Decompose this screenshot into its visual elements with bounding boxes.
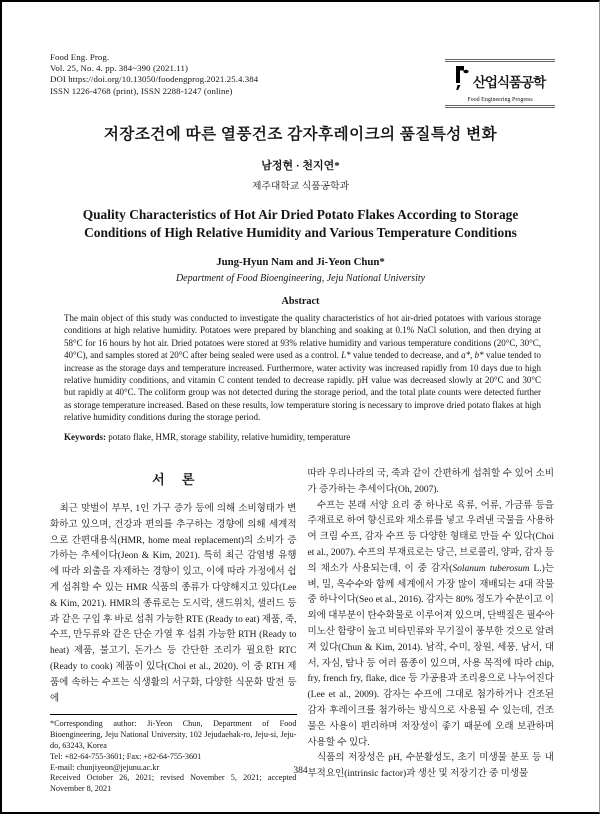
paper-title-english-line-1: Quality Characteristics of Hot Air Dried Potato Flakes According to Storage [82,207,519,222]
intro-right-paragraph-2: 수프는 본래 서양 요리 중 하나로 육류, 어류, 가금류 등을 주재료로 하여 향신료와 채소류를 넣고 우려낸 국물을 사용하여 크림 수프, 감자 수프 등 다양한 형태로 만들 수 있다(Choi et al., 2007). 수프의 부재료로는 당근, 브로콜리, 양파, 감자 등의 채소가 사용되는데, 이 중 감자(Solanum tuberosum L.)는 벼, 밀, 옥수수와 함께 세계에서 가장 많이 재배되는 4대 작물 중 하나이다(Seo et al., 2016). 감자는 80% 정도가 수분이고 이 외에 대부분이 탄수화물로 이루어져 있으며, 단백질은 필수아미노산 함량이 높고 비타민류와 무기질이 풍부한 것으로 알려져 있다(Chun & Kim, 2014). 남작, 수미, 장원, 세풍, 남서, 대서, 자심, 탐나 등 여러 품종이 있으며, 사용 목적에 따라 chip, fry, french fry, flake, dice 등 가공용과 조리용으로 나누어진다(Lee et al., 2009). 감자는 수프에 그대로 첨가하거나 건조된 감자 후레이크를 첨가하는 방식으로 사용될 수 있는데, 건조물은 사용이 편리하며 저장성이 좋기 때문에 오래 보관하며 사용할 수 있다. [307,500,554,748]
journal-issn-line: ISSN 1226-4768 (print), ISSN 2288-1247 (online) [50,85,233,96]
intro-right-paragraph-3: 식품의 저장성은 pH, 수분활성도, 초기 미생물 분포 등 내부적요인(intrinsic factor)과 생산 및 저장기간 중 미생물 [307,753,554,780]
footnote-corresponding-author: *Corresponding author: Ji-Yeon Chun, Department of Food Bioengineering, Jeju National University, 102 Jejudaehak-ro, Jeju-si, Jeju-do, 63243, Korea [50,719,297,751]
journal-logo [445,59,555,108]
keywords-line [64,431,541,443]
intro-left-paragraph: 최근 맞벌이 부부, 1인 가구 증가 등에 의해 소비형태가 변화하고 있으며, 건강과 편의를 추구하는 경향에 의해 세계적으로 간편대용식(HMR, home meal replacement)의 소비가 증가하는 추세이다(Jeon & Kim, 2021). 특히 최근 감염병 유행에 따라 외출을 자제하는 경향이 있고, 이에 따라 가정에서 쉽게 섭취할 수 있는 HMR 식품의 종류가 다양해지고 있다(Lee & Kim, 2021). HMR의 종류로는 도시락, 샌드위치, 샐러드 등과 같은 구입 후 바로 섭취 가능한 RTE (Ready to eat) 제품, 죽, 수프, 만두류와 같은 단순 가열 후 섭취 가능한 RTH (Ready to heat) 제품, 불고기, 돈가스 등 간단한 조리가 필요한 RTC (Ready to cook) 제품이 있다(Choi et al., 2020). 이 중 RTH 제품에 속하는 수프는 식생활의 서구화, 다양한 식문화 발전 등에 [50,504,297,704]
intro-heading: 서 론 [152,472,195,488]
footnote-tel-fax: Tel: +82-64-755-3601; Fax: +82-64-755-3601 [50,751,202,761]
right-column [308,467,555,795]
journal-logo-english: Food Engineering Progress [467,97,533,103]
keywords-text: potato flake, HMR, storage stability, relative humidity, temperature [106,431,351,442]
affiliation-english: Department of Food Bioengineering, Jeju National University [175,273,426,284]
abstract-heading: Abstract [281,296,320,307]
intro-right-paragraph-1: 따라 우리나라의 국, 죽과 같이 간편하게 섭취할 수 있어 소비가 증가하는 추세이다(Oh, 2007). [307,469,554,495]
journal-header-info [50,52,258,97]
keywords-label: Keywords: [64,431,106,442]
footnote-email: E-mail: chunjiyeon@jejunu.ac.kr [50,762,160,772]
journal-doi-line: DOI https://doi.org/10.13050/foodengprog.2021.25.4.384 [50,74,259,85]
journal-name: Food Eng. Prog. [50,52,110,62]
corresponding-author-footnote [50,714,297,795]
journal-volume-line: Vol. 25, No. 4. pp. 384~390 (2021.11) [50,63,188,74]
authors-korean: 남정현 · 천지연* [261,160,340,172]
journal-logo-icon [455,65,469,96]
page-number: 384 [293,766,308,776]
journal-logo-korean: 산업식품공학 [472,74,546,90]
affiliation-korean: 제주대학교 식품공학과 [251,181,350,192]
left-column [50,467,297,795]
authors-english: Jung-Hyun Nam and Ji-Yeon Chun* [216,256,385,268]
abstract-body: The main object of this study was conducted to investigate the quality characteristics of hot air-dried potatoes with various storage conditions at high relative humidity. Potatoes were prepared by blanching and soaking at 0.1% NaCl solution, and then drying at 58°C for 16 hours by hot air. Dried potatoes were stored at 93% relative humidity and various temperature conditions (20°C, 30°C, 40°C), and samples stored at 20°C after being sealed were used as a control. L* value tended to decrease, and a*, b* value tended to increase as the storage days and temperature increased. Furthermore, water activity was increased rapidly from 10 days due to high relative humidity conditions, and vitamin C content tended to decrease rapidly. pH value was decreased slowly at 20°C and 30°C but rapidly at 40°C. The coliform group was not detected during the storage period, and the total plate counts were detected further as storage temperature increased. Based on these results, low temperature storing is necessary to improve dried potato flakes at high relative humidity conditions during the storage period. [64,313,542,423]
paper-title-english [2,206,599,241]
introduction-section [2,467,599,795]
paper-title-english-line-2: Conditions of High Relative Humidity and Various Temperature Conditions [84,224,517,240]
footnote-received-dates: Received October 26, 2021; revised November 5, 2021; accepted November 8, 2021 [50,773,297,794]
paper-title-korean: 저장조건에 따른 열풍건조 감자후레이크의 품질특성 변화 [103,126,498,143]
